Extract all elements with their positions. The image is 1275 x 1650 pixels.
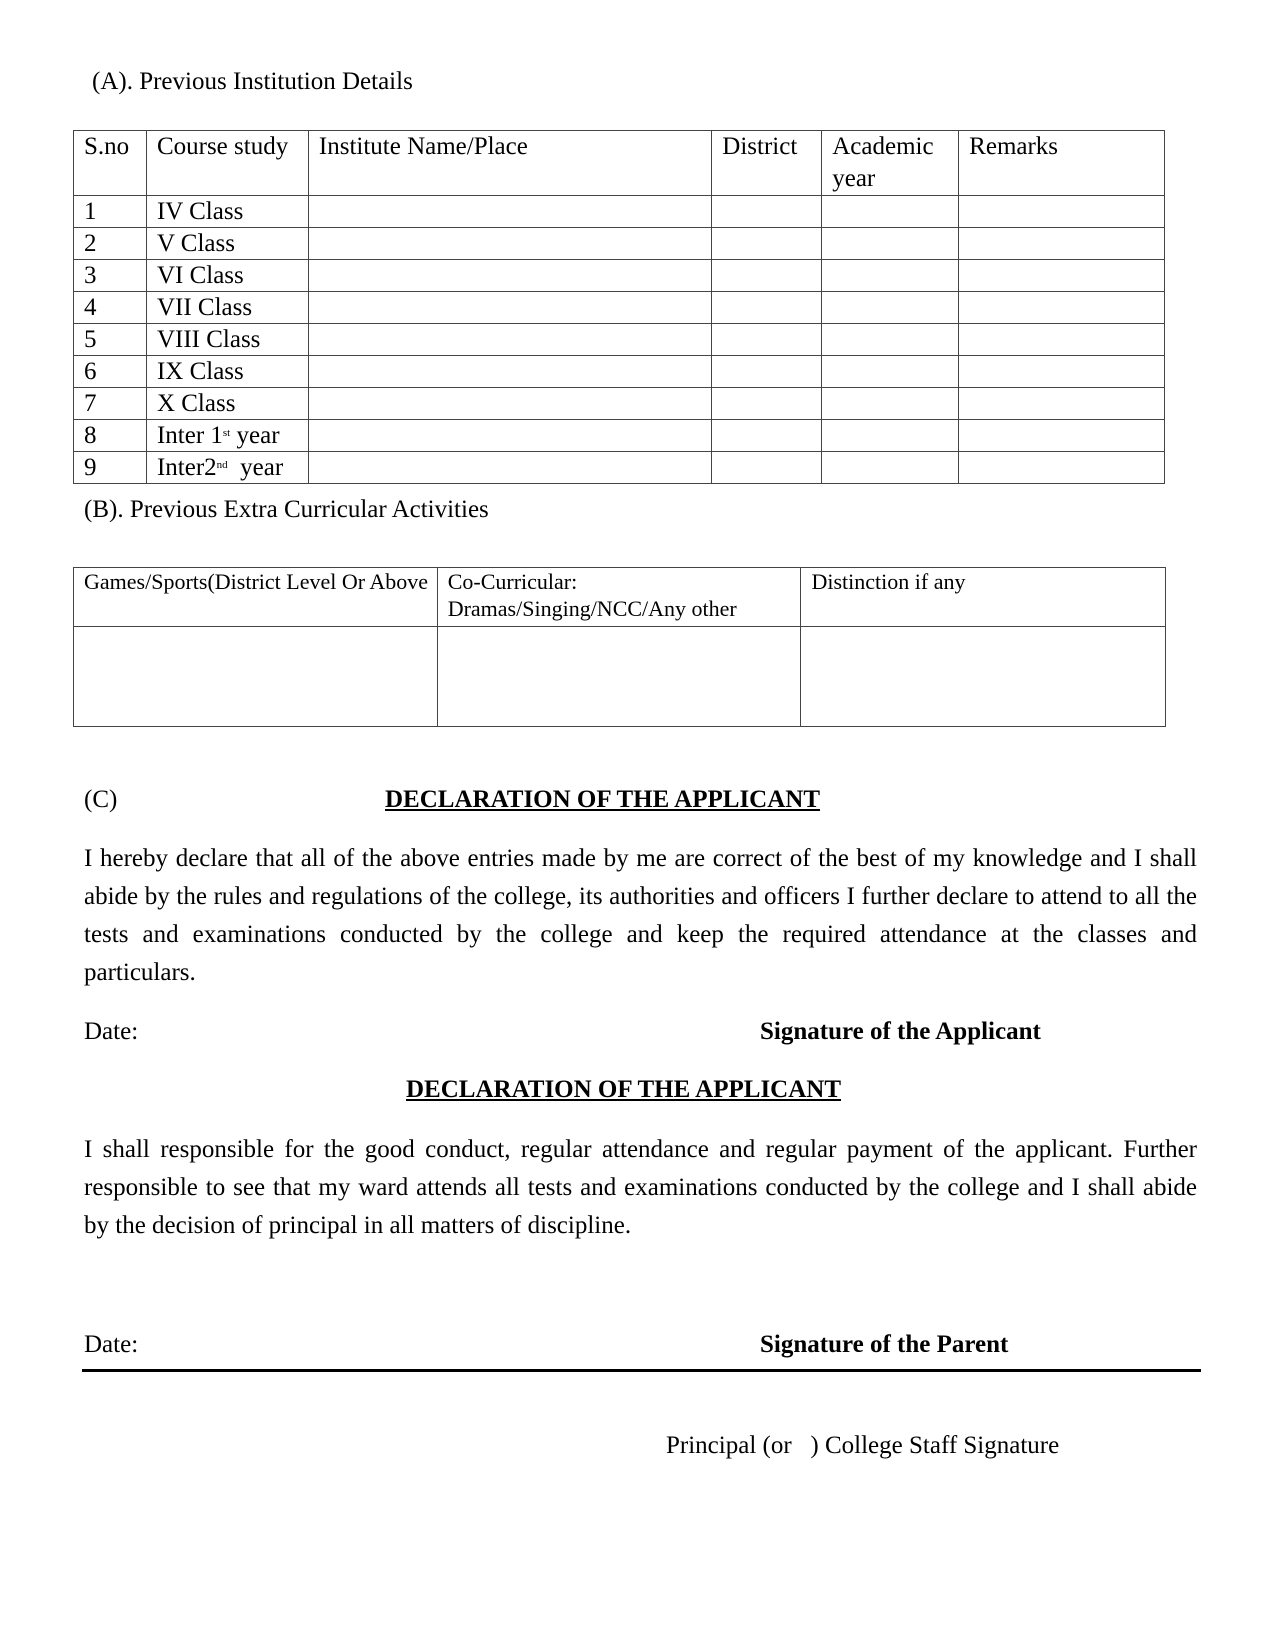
course-study-cell (146, 388, 308, 420)
course-study-cell (146, 292, 308, 324)
table-row (74, 292, 1165, 324)
district-cell[interactable] (712, 228, 822, 260)
previous-institution-table (73, 130, 1165, 484)
remarks-cell[interactable] (959, 388, 1165, 420)
course-study-cell (146, 196, 308, 228)
table-row (74, 260, 1165, 292)
sno-cell: 8 (74, 420, 147, 452)
course-name: Inter2 (156, 454, 217, 481)
sno-cell: 6 (74, 356, 147, 388)
academic-year-cell[interactable] (822, 292, 959, 324)
institute-cell[interactable] (308, 356, 711, 388)
course-name: VII Class (156, 294, 253, 321)
principal-signature-label: Principal (or ) College Staff Signature (666, 1432, 1060, 1459)
remarks-cell[interactable] (959, 292, 1165, 324)
course-study-cell (146, 356, 308, 388)
course-name: VI Class (156, 262, 244, 289)
table-header-row (74, 131, 1165, 196)
institute-cell[interactable] (308, 196, 711, 228)
course-suffix: year (230, 422, 280, 449)
col-header-institute: Institute Name/Place (308, 131, 711, 196)
games-sports-cell[interactable] (74, 627, 438, 727)
sno-cell: 1 (74, 196, 147, 228)
remarks-cell[interactable] (959, 356, 1165, 388)
co-curricular-cell[interactable] (437, 627, 801, 727)
table-row (74, 452, 1165, 484)
col-header-co-curricular: Co-Curricular: Dramas/Singing/NCC/Any other (437, 568, 801, 627)
sno-cell: 9 (74, 452, 147, 484)
remarks-cell[interactable] (959, 324, 1165, 356)
academic-year-cell[interactable] (822, 356, 959, 388)
table-row (74, 388, 1165, 420)
applicant-date-label: Date: (84, 1018, 139, 1045)
academic-year-cell[interactable] (822, 260, 959, 292)
course-name: Inter 1 (156, 422, 223, 449)
course-suffix: year (227, 454, 284, 481)
institute-cell[interactable] (308, 388, 711, 420)
academic-year-cell[interactable] (822, 228, 959, 260)
district-cell[interactable] (712, 196, 822, 228)
table-row (74, 196, 1165, 228)
section-b-title: (B). Previous Extra Curricular Activities (84, 496, 489, 523)
district-cell[interactable] (712, 452, 822, 484)
table-row (74, 356, 1165, 388)
applicant-declaration-text: I hereby declare that all of the above entries made by me are correct of the best of my knowledge and I shall abide by the rules and regulations of the college, its authorities and officers I further declare to attend to all the tests and examinations conducted by the college and keep the required attendance at the classes and particulars. (84, 845, 1197, 986)
applicant-declaration-heading: DECLARATION OF THE APPLICANT (385, 786, 821, 813)
course-study-cell (146, 420, 308, 452)
course-name: VIII Class (156, 326, 261, 353)
distinction-cell[interactable] (801, 627, 1166, 727)
table-row (74, 420, 1165, 452)
sno-cell: 5 (74, 324, 147, 356)
course-name: IV Class (156, 198, 244, 225)
academic-year-cell[interactable] (822, 324, 959, 356)
course-name: X Class (156, 390, 236, 417)
divider-line (82, 1369, 1201, 1372)
applicant-signature-label: Signature of the Applicant (760, 1018, 1041, 1045)
district-cell[interactable] (712, 324, 822, 356)
institute-cell[interactable] (308, 260, 711, 292)
sno-cell: 3 (74, 260, 147, 292)
extra-curricular-table (73, 567, 1166, 727)
col-header-district: District (712, 131, 822, 196)
academic-year-cell[interactable] (822, 196, 959, 228)
district-cell[interactable] (712, 356, 822, 388)
institute-cell[interactable] (308, 228, 711, 260)
remarks-cell[interactable] (959, 228, 1165, 260)
district-cell[interactable] (712, 260, 822, 292)
sno-cell: 4 (74, 292, 147, 324)
section-a-title: (A). Previous Institution Details (92, 68, 413, 95)
academic-year-cell[interactable] (822, 420, 959, 452)
remarks-cell[interactable] (959, 260, 1165, 292)
table-row (74, 324, 1165, 356)
col-header-remarks: Remarks (959, 131, 1165, 196)
col-header-games-sports: Games/Sports(District Level Or Above (74, 568, 438, 627)
course-study-cell (146, 452, 308, 484)
course-study-cell (146, 228, 308, 260)
district-cell[interactable] (712, 420, 822, 452)
remarks-cell[interactable] (959, 196, 1165, 228)
institute-cell[interactable] (308, 420, 711, 452)
sno-cell: 2 (74, 228, 147, 260)
table-row (74, 228, 1165, 260)
course-study-cell (146, 260, 308, 292)
col-header-sno: S.no (74, 131, 147, 196)
parent-declaration-text: I shall responsible for the good conduct, regular attendance and regular payment of the applicant. Further responsible to see that my ward attends all tests and examinations conducted by the college and I shall abide by the decision of principal in all matters of discipline. (84, 1136, 1197, 1239)
institute-cell[interactable] (308, 324, 711, 356)
col-header-academic-year: Academic year (822, 131, 959, 196)
remarks-cell[interactable] (959, 420, 1165, 452)
institute-cell[interactable] (308, 452, 711, 484)
ordinal-suffix: st (222, 427, 231, 439)
parent-date-label: Date: (84, 1331, 139, 1358)
col-header-course-study: Course study (146, 131, 308, 196)
col-header-distinction: Distinction if any (801, 568, 1166, 627)
sno-cell: 7 (74, 388, 147, 420)
course-name: V Class (156, 230, 235, 257)
ordinal-suffix: nd (216, 459, 228, 471)
district-cell[interactable] (712, 388, 822, 420)
institute-cell[interactable] (308, 292, 711, 324)
district-cell[interactable] (712, 292, 822, 324)
remarks-cell[interactable] (959, 452, 1165, 484)
parent-signature-label: Signature of the Parent (760, 1331, 1009, 1358)
academic-year-cell[interactable] (822, 388, 959, 420)
table-header-row (74, 568, 1166, 627)
course-study-cell (146, 324, 308, 356)
course-name: IX Class (156, 358, 244, 385)
table-row (74, 627, 1166, 727)
academic-year-cell[interactable] (822, 452, 959, 484)
section-c-label: (C) (84, 786, 118, 813)
parent-declaration-heading: DECLARATION OF THE APPLICANT (406, 1076, 842, 1103)
